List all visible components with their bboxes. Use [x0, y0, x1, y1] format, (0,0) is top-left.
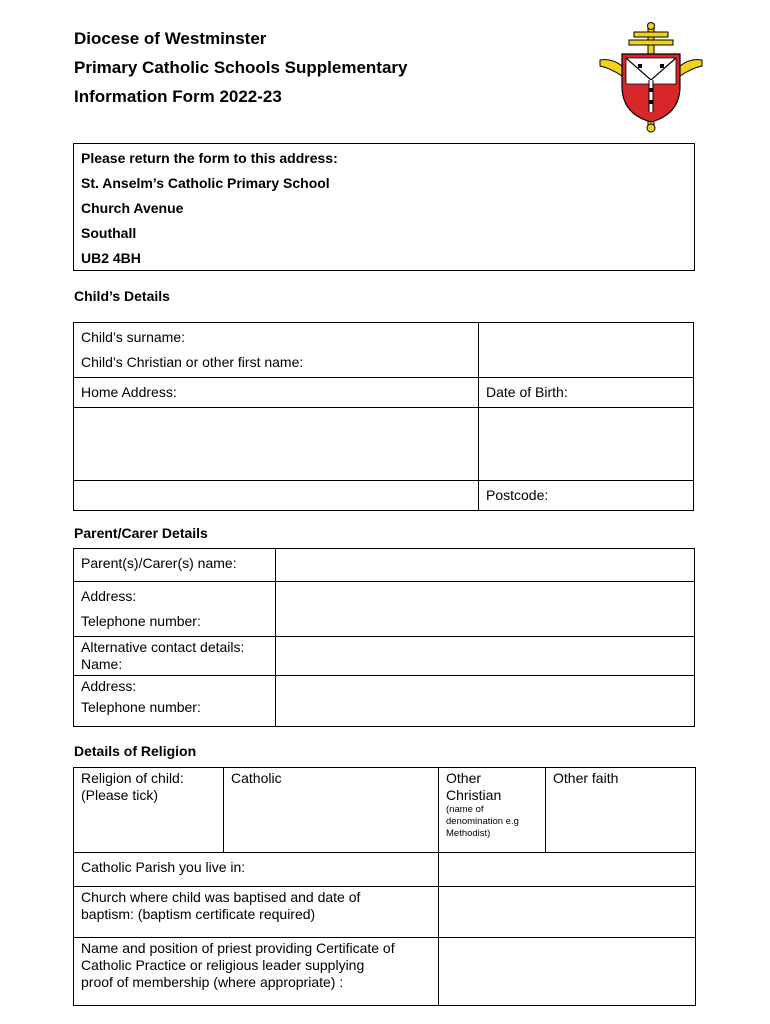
baptism-label-cell: [74, 887, 439, 938]
school-town: Southall: [81, 225, 137, 241]
parent-telephone-label: Telephone number:: [81, 613, 201, 629]
dob-label: Date of Birth:: [486, 384, 568, 400]
return-address-box: [73, 143, 695, 271]
parish-field[interactable]: [439, 853, 696, 887]
child-details-table: [73, 322, 694, 511]
home-address-label: Home Address:: [81, 384, 177, 400]
parent-name-label-cell: [74, 549, 276, 582]
parent-contact-label-cell: [74, 582, 276, 637]
baptism-label-2: baptism: (baptism certificate required): [81, 906, 316, 922]
other-christian-label-2: Christian: [446, 787, 502, 803]
other-faith-label: Other faith: [553, 770, 619, 786]
other-christian-label-1: Other: [446, 770, 482, 786]
priest-label-3: proof of membership (where appropriate) :: [81, 974, 344, 990]
home-address-field[interactable]: [74, 408, 479, 481]
title-line-1: Diocese of Westminster: [74, 29, 267, 48]
religion-catholic-option[interactable]: [224, 768, 439, 853]
alt-name-field[interactable]: [276, 637, 695, 676]
title-line-3: Information Form 2022-23: [74, 87, 282, 106]
parent-name-label: Parent(s)/Carer(s) name:: [81, 555, 237, 571]
child-surname-label: Child’s surname:: [81, 329, 186, 345]
alt-contact-label: Alternative contact details:: [81, 639, 245, 655]
religion-details-table: [73, 767, 696, 1006]
diocese-crest-logo: [596, 22, 706, 134]
denomination-note-3: Methodist): [446, 828, 491, 839]
parish-label-cell: [74, 853, 439, 887]
catholic-label: Catholic: [231, 770, 282, 786]
priest-label-2: Catholic Practice or religious leader supplying: [81, 957, 365, 973]
alt-telephone-label: Telephone number:: [81, 699, 201, 715]
denomination-note-1: (name of: [446, 804, 484, 815]
child-name-cell[interactable]: [74, 323, 479, 378]
parent-address-label: Address:: [81, 588, 137, 604]
postcode-label: Postcode:: [486, 487, 549, 503]
form-title: [74, 24, 407, 111]
priest-label-cell: [74, 938, 439, 1006]
alt-address-label: Address:: [81, 678, 137, 694]
denomination-note-2: denomination e.g: [446, 816, 519, 827]
parent-details-heading: Parent/Carer Details: [74, 525, 208, 541]
parish-label: Catholic Parish you live in:: [81, 859, 246, 875]
priest-field[interactable]: [439, 938, 696, 1006]
title-line-2: Primary Catholic Schools Supplementary: [74, 58, 408, 77]
alt-address-field[interactable]: [276, 676, 695, 727]
dob-label-cell[interactable]: [479, 378, 694, 408]
dob-field[interactable]: [479, 408, 694, 481]
alt-address-label-cell: [74, 676, 276, 727]
postcode-cell[interactable]: [479, 481, 694, 511]
religion-label-cell: [74, 768, 224, 853]
home-address-line-field[interactable]: [74, 481, 479, 511]
school-street: Church Avenue: [81, 200, 184, 216]
alt-name-label: Name:: [81, 656, 123, 672]
home-address-label-cell: [74, 378, 479, 408]
school-name: St. Anselm’s Catholic Primary School: [81, 175, 330, 191]
baptism-field[interactable]: [439, 887, 696, 938]
religion-other-christian-option[interactable]: [439, 768, 546, 853]
religion-other-faith-option[interactable]: [546, 768, 696, 853]
priest-label-1: Name and position of priest providing Certificate of: [81, 940, 395, 956]
baptism-label-1: Church where child was baptised and date of: [81, 889, 361, 905]
religion-tick-hint: (Please tick): [81, 787, 159, 803]
parent-details-table: [73, 548, 695, 727]
child-name-value-cell[interactable]: [479, 323, 694, 378]
religion-details-heading: Details of Religion: [74, 743, 197, 759]
parent-name-field[interactable]: [276, 549, 695, 582]
school-postcode: UB2 4BH: [81, 250, 141, 266]
alt-contact-label-cell: [74, 637, 276, 676]
child-first-name-label: Child’s Christian or other first name:: [81, 354, 304, 370]
parent-contact-field[interactable]: [276, 582, 695, 637]
child-details-heading: Child’s Details: [74, 288, 170, 304]
return-address-label: Please return the form to this address:: [81, 150, 338, 166]
religion-label: Religion of child:: [81, 770, 184, 786]
